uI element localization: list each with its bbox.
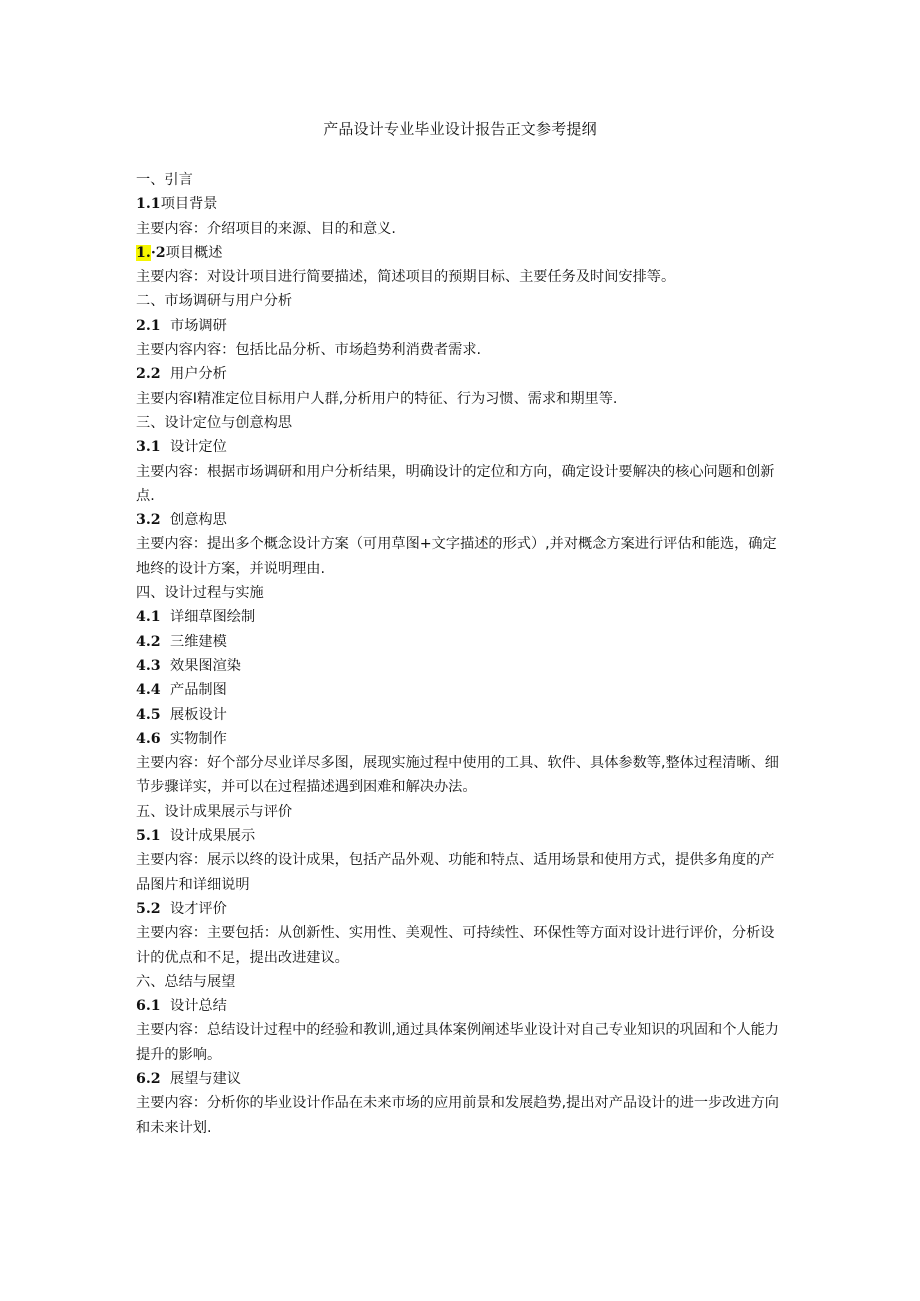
- subsection-number: 4.2: [136, 633, 161, 650]
- subsection-title: 用户分析: [170, 366, 227, 383]
- subsection-title: 展板设计: [170, 706, 227, 723]
- section-heading-process: 四、设计过程与实施: [136, 585, 264, 602]
- subsection-content: 主要内容：根据市场调研和用户分析结果，明确设计的定位和方向，确定设计要解决的核心问题和创新点.: [136, 463, 775, 504]
- section-heading-market: 二、市场调研与用户分析: [136, 293, 293, 310]
- subsection-4-3: [136, 654, 781, 678]
- subsection-title: 项目概述: [165, 244, 223, 261]
- subsection-content: 主要内容：分析你的毕业设计作品在未来市场的应用前景和发展趋势,提出对产品设计的进一步改进方向和未来计划.: [136, 1095, 779, 1136]
- subsection-2-2: [136, 362, 781, 386]
- subsection-4-5: [136, 703, 781, 727]
- subsection-number: 6.1: [136, 998, 161, 1015]
- subsection-4-1: [136, 605, 781, 629]
- subsection-number: 4.4: [136, 682, 161, 699]
- subsection-number: 4.1: [136, 609, 161, 626]
- subsection-content: 主要内容：主要包括：从创新性、实用性、美观性、可持续性、环保性等方面对设计进行评价，分析设计的优点和不足，提出改进建议。: [136, 925, 775, 966]
- subsection-title: 详细草图绘制: [170, 609, 256, 626]
- subsection-number: 5.1: [136, 828, 161, 845]
- subsection-2-1: [136, 314, 781, 338]
- subsection-title: 设才评价: [170, 900, 227, 917]
- subsection-content: 主要内容：介绍项目的来源、目的和意义.: [136, 220, 396, 237]
- subsection-number: 4.5: [136, 706, 161, 723]
- subsection-title: 实物制作: [170, 730, 227, 747]
- subsection-content: 主要内容：提出多个概念设计方案（可用草图+文字描述的形式）,并对概念方案进行评估和能选，确定地终的设计方案，并说明理由.: [136, 536, 777, 577]
- subsection-title: 三维建模: [170, 633, 227, 650]
- subsection-title: 效果图渲染: [170, 657, 241, 674]
- document-body: [136, 168, 781, 1140]
- subsection-content: 主要内容：展示以终的设计成果，包括产品外观、功能和特点、适用场景和使用方式，提供多角度的产品图片和详细说明: [136, 852, 775, 893]
- subsection-title: 市场调研: [170, 317, 227, 334]
- page-title: 产品设计专业毕业设计报告正文参考提纲: [323, 120, 597, 138]
- subsection-content: 主要内容：对设计项目进行简要描述，简述项目的预期目标、主要任务及时间安排等。: [136, 269, 676, 286]
- subsection-5-1: [136, 824, 781, 848]
- subsection-number: 4.6: [136, 730, 161, 747]
- subsection-title: 设计总结: [170, 998, 227, 1015]
- subsection-4-4: [136, 678, 781, 702]
- subsection-4-2: [136, 630, 781, 654]
- subsection-content: 主要内容I精准定位目标用户人群,分析用户的特征、行为习惯、需求和期里等.: [136, 390, 618, 407]
- subsection-title: 产品制图: [170, 682, 227, 699]
- subsection-number: 3.1: [136, 439, 161, 456]
- subsection-title: 展望与建议: [170, 1070, 241, 1087]
- subsection-1-1: [136, 192, 781, 216]
- subsection-number: 6.2: [136, 1070, 161, 1087]
- subsection-number: 5.2: [136, 900, 161, 917]
- subsection-4-6: [136, 727, 781, 751]
- subsection-number: 1.·2: [136, 244, 166, 261]
- section-heading-results: 五、设计成果展示与评价: [136, 803, 293, 820]
- subsection-number: 4.3: [136, 657, 161, 674]
- subsection-title: 设计定位: [170, 439, 227, 456]
- subsection-number: 2.1: [136, 317, 161, 334]
- subsection-number: 2.2: [136, 366, 161, 383]
- subsection-number: 1.1: [136, 196, 161, 213]
- subsection-3-2: [136, 508, 781, 532]
- subsection-title: 创意构思: [170, 512, 227, 529]
- subsection-content: 主要内容：好个部分尽业详尽多图，展现实施过程中使用的工具、软件、具体参数等,整体过程清晰、细节步骤详实，并可以在过程描述遇到困难和解决办法。: [136, 755, 779, 796]
- subsection-6-1: [136, 994, 781, 1018]
- subsection-number: 3.2: [136, 512, 161, 529]
- subsection-6-2: [136, 1067, 781, 1091]
- subsection-1-2: [136, 241, 781, 265]
- section-heading-intro: 一、引言: [136, 172, 193, 188]
- subsection-title: 设计成果展示: [170, 828, 256, 845]
- subsection-content: 主要内容内容：包括比品分析、市场趋势利消费者需求.: [136, 342, 482, 359]
- subsection-5-2: [136, 897, 781, 921]
- subsection-title: 项目背景: [160, 196, 218, 213]
- section-heading-positioning: 三、设计定位与创意构思: [136, 414, 293, 431]
- highlight-mark: 1.: [136, 244, 151, 261]
- subsection-content: 主要内容：总结设计过程中的经验和教训,通过具体案例阐述毕业设计对自己专业知识的巩固和个人能力提升的影响。: [136, 1022, 779, 1063]
- subsection-3-1: [136, 435, 781, 459]
- section-heading-summary: 六、总结与展望: [136, 973, 236, 990]
